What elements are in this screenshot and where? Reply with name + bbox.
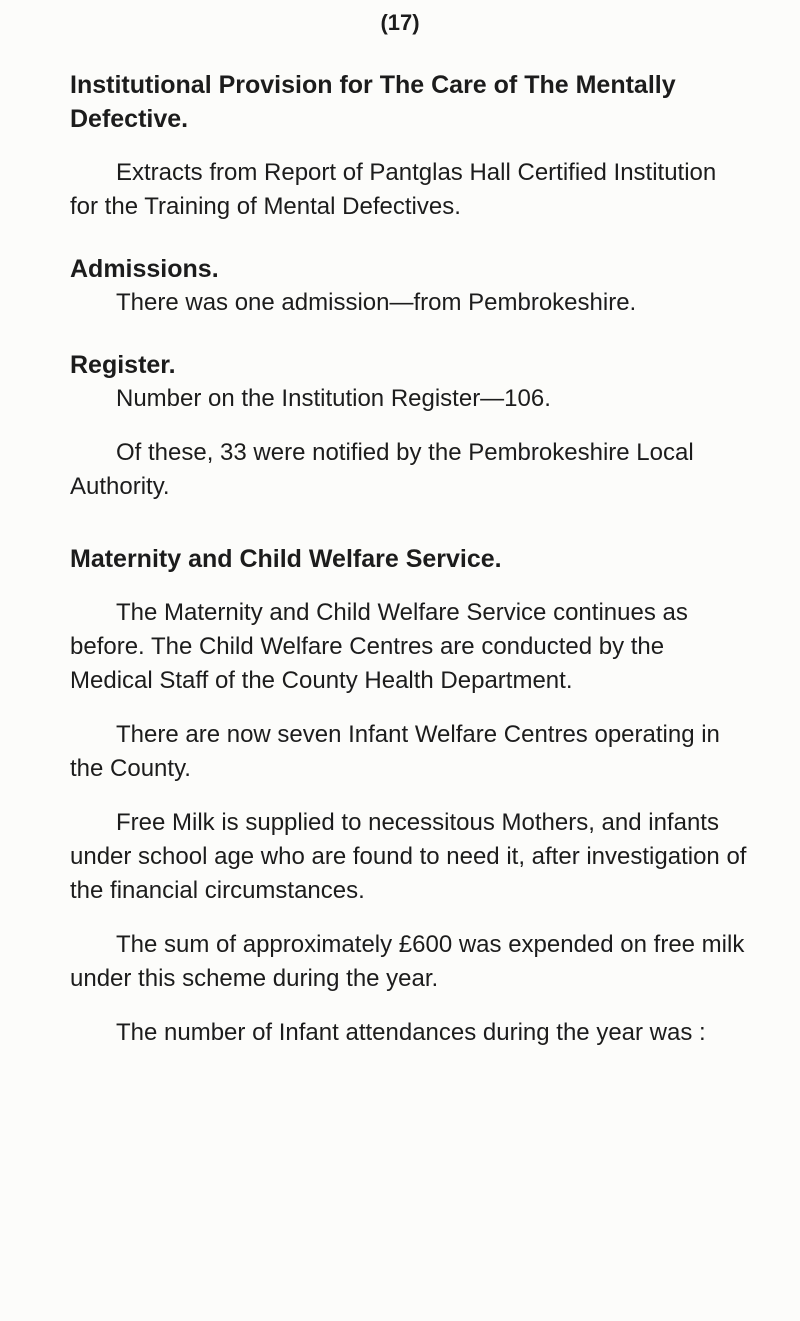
page-content	[70, 68, 750, 1050]
register-number-text: Number on the Institution Register—106.	[116, 385, 551, 412]
page-number: (17)	[380, 10, 420, 35]
maternity-paragraph-3: Free Milk is supplied to necessitous Mothers, and infants under school age who are found to need it, after investigation of the financial circumstances.	[70, 809, 747, 904]
maternity-paragraph-2: There are now seven Infant Welfare Centres operating in the County.	[70, 721, 720, 782]
maternity-paragraph-5: The number of Infant attendances during the year was :	[116, 1019, 706, 1046]
maternity-paragraph-4: The sum of approximately £600 was expended on free milk under this scheme during the year.	[70, 931, 745, 992]
title-line-2: Defective.	[70, 105, 189, 133]
admissions-text: There was one admission—from Pembrokeshire.	[116, 289, 637, 316]
intro-paragraph: Extracts from Report of Pantglas Hall Certified Institution for the Training of Mental Defectives.	[70, 159, 717, 220]
register-heading: Register.	[70, 351, 176, 379]
admissions-heading: Admissions.	[70, 255, 219, 283]
register-notified-text: Of these, 33 were notified by the Pembrokeshire Local Authority.	[70, 439, 694, 500]
maternity-paragraph-1: The Maternity and Child Welfare Service continues as before. The Child Welfare Centres are conducted by the Medical Staff of the County Health Department.	[70, 599, 688, 694]
title-line-1: Institutional Provision for The Care of The Mentally	[70, 71, 676, 99]
maternity-heading: Maternity and Child Welfare Service.	[70, 545, 502, 573]
